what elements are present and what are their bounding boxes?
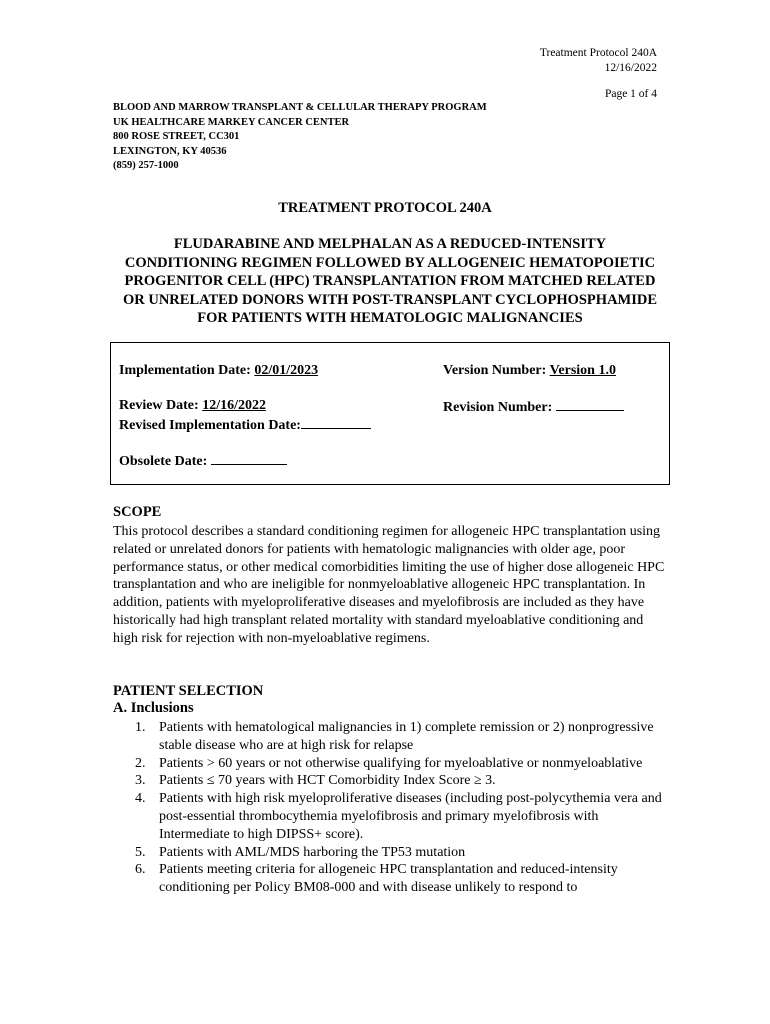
implementation-date-label: Implementation Date: <box>119 363 255 378</box>
scope-text: This protocol describes a standard conditioning regimen for allogeneic HPC transplantation using related or unrelated donors for patients with hematologic malignancies with older age, poor performance status, or other medical comorbidities limiting the use of higher dose allogeneic HPC transplantation and who are ineligible for nonmyeloablative allogeneic HPC transplantation. In addition, patients with myeloproliferative diseases and myelofibrosis are included as they have historically had high transplant related mortality with standard myeloablative conditioning and high risk for rejection with non-myeloablative regimens. <box>113 524 665 646</box>
revision-number <box>443 398 624 416</box>
obsolete-date-blank <box>211 452 287 465</box>
implementation-date-value: 02/01/2023 <box>254 363 319 378</box>
patient-selection-heading: PATIENT SELECTION <box>113 683 264 699</box>
revised-implementation-label: Revised Implementation Date: <box>119 418 301 433</box>
organization-address <box>113 101 487 174</box>
list-item-number: 2. <box>135 755 146 771</box>
list-item <box>113 790 669 843</box>
list-item <box>113 844 669 862</box>
version-number <box>443 363 616 379</box>
subtitle-line: FOR PATIENTS WITH HEMATOLOGIC MALIGNANCIES <box>197 310 583 326</box>
document-title: TREATMENT PROTOCOL 240A <box>278 200 492 216</box>
subtitle-line: PROGENITOR CELL (HPC) TRANSPLANTATION FROM MATCHED RELATED <box>124 273 656 289</box>
obsolete-date-label: Obsolete Date: <box>119 454 211 469</box>
protocol-info-box <box>110 342 670 485</box>
document-header <box>540 46 657 76</box>
list-item-text: Patients with hematological malignancies in 1) complete remission or 2) nonprogressive stable disease who are at high risk for relapse <box>159 720 654 753</box>
list-item-number: 5. <box>135 844 146 860</box>
review-date <box>119 398 266 414</box>
org-program: BLOOD AND MARROW TRANSPLANT & CELLULAR THERAPY PROGRAM <box>113 102 487 113</box>
revised-implementation-date <box>119 416 371 434</box>
version-number-value: Version 1.0 <box>549 363 616 378</box>
list-item <box>113 772 669 790</box>
list-item-text: Patients > 60 years or not otherwise qualifying for myeloablative or nonmyeloablative <box>159 755 643 771</box>
org-street: 800 ROSE STREET, CC301 <box>113 131 240 142</box>
header-date: 12/16/2022 <box>604 62 657 74</box>
subtitle-line: CONDITIONING REGIMEN FOLLOWED BY ALLOGENEIC HEMATOPOIETIC <box>124 254 656 271</box>
revised-implementation-blank <box>301 416 371 429</box>
subtitle-line: FLUDARABINE AND MELPHALAN AS A REDUCED-INTENSITY <box>173 236 607 252</box>
protocol-reference: Treatment Protocol 240A <box>539 47 657 59</box>
obsolete-date <box>119 452 287 470</box>
review-date-label: Review Date: <box>119 398 203 413</box>
implementation-date <box>119 363 318 379</box>
inclusions-subheading: A. Inclusions <box>113 700 194 716</box>
document-subtitle <box>100 235 680 328</box>
review-date-value: 12/16/2022 <box>202 398 266 413</box>
list-item-number: 3. <box>135 773 146 789</box>
list-item <box>113 861 669 897</box>
list-item-number: 6. <box>135 862 146 878</box>
list-item-text: Patients meeting criteria for allogeneic HPC transplantation and reduced-intensity conditioning per Policy BM08-000 and with disease unlikely to respond to <box>159 862 618 896</box>
list-item <box>113 755 669 773</box>
list-item-number: 4. <box>135 791 146 807</box>
list-item-text: Patients with AML/MDS harboring the TP53 mutation <box>159 844 466 860</box>
page-number: Page 1 of 4 <box>604 88 657 100</box>
org-city: LEXINGTON, KY 40536 <box>113 145 227 157</box>
inclusions-list <box>113 719 669 897</box>
version-number-label: Version Number: <box>443 363 550 378</box>
scope-heading: SCOPE <box>113 504 162 520</box>
list-item-text: Patients with high risk myeloproliferative diseases (including post-polycythemia vera and post-essential thrombocythemia myelofibrosis and primary myelofibrosis with Intermediate to high DIPSS+ score). <box>159 791 662 842</box>
list-item-number: 1. <box>135 720 146 735</box>
revision-number-blank <box>556 398 624 411</box>
revision-number-label: Revision Number: <box>443 400 556 415</box>
org-center: UK HEALTHCARE MARKEY CANCER CENTER <box>113 116 350 128</box>
subtitle-line: OR UNRELATED DONORS WITH POST-TRANSPLANT CYCLOPHOSPHAMIDE <box>122 291 658 308</box>
list-item-text: Patients ≤ 70 years with HCT Comorbidity Index Score ≥ 3. <box>159 773 496 789</box>
list-item <box>113 719 669 755</box>
org-phone: (859) 257-1000 <box>113 160 179 171</box>
